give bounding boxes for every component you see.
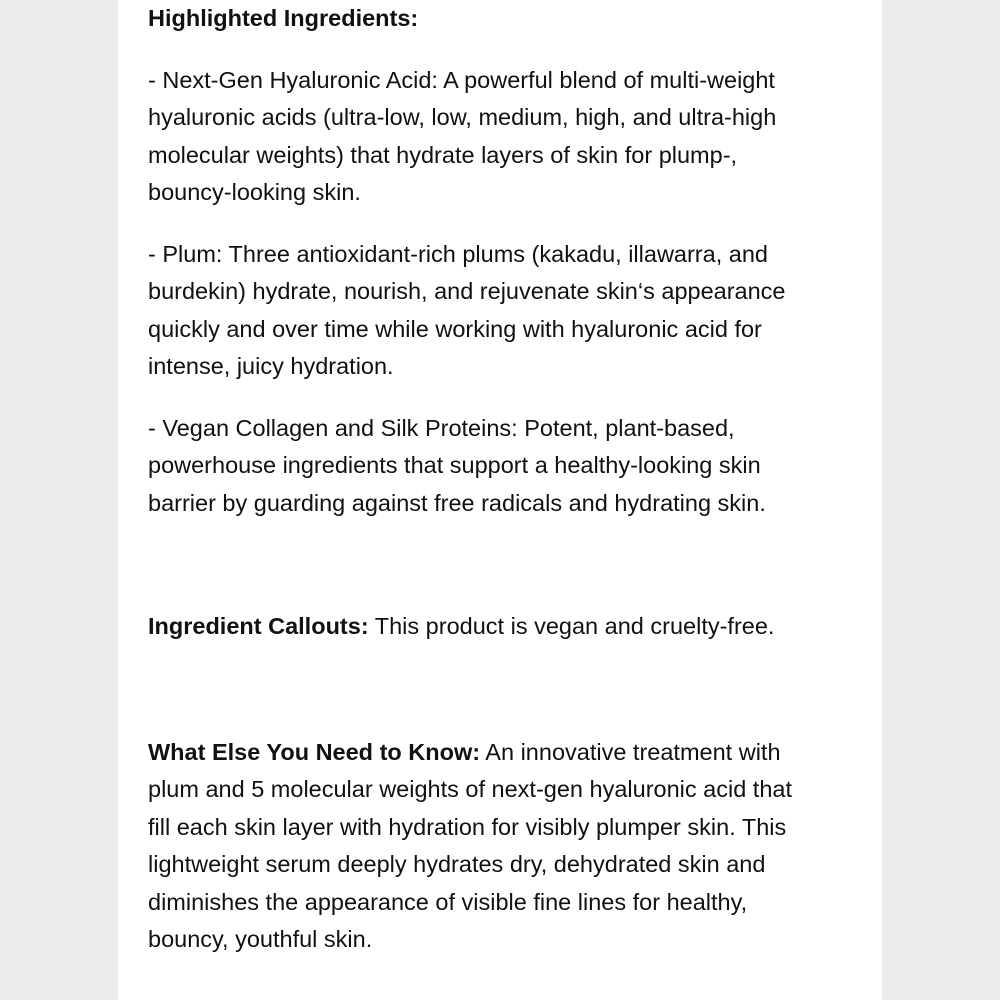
- ingredient-line: powerhouse ingredients that support a healthy-looking skin: [148, 452, 761, 478]
- what-else-line: An innovative treatment with: [480, 738, 781, 765]
- ingredient-line: barrier by guarding against free radicals and hydrating skin.: [148, 489, 766, 516]
- ingredient-line: molecular weights) that hydrate layers of skin for plump-,: [148, 141, 738, 168]
- what-else-line: diminishes the appearance of visible fine lines for healthy,: [148, 888, 748, 915]
- product-description-panel: [118, 0, 882, 1000]
- highlighted-ingredients-heading: Highlighted Ingredients:: [148, 5, 419, 31]
- ingredient-paragraph-vegan-collagen: [148, 410, 848, 523]
- ingredient-paragraph-hyaluronic-acid: [148, 62, 848, 212]
- ingredient-callouts-paragraph: [148, 608, 848, 646]
- what-else-paragraph: [148, 734, 848, 959]
- description-content: [148, 0, 848, 959]
- ingredient-paragraph-plum: [148, 236, 848, 386]
- ingredient-line: - Plum: Three antioxidant-rich plums (kakadu, illawarra, and: [148, 240, 768, 267]
- what-else-line: plum and 5 molecular weights of next-gen hyaluronic acid that: [148, 776, 793, 802]
- ingredient-line: - Next-Gen Hyaluronic Acid: A powerful blend of multi-weight: [148, 66, 775, 93]
- ingredient-line: intense, juicy hydration.: [148, 353, 394, 379]
- ingredient-line: hyaluronic acids (ultra-low, low, medium, high, and ultra-high: [148, 104, 777, 130]
- ingredient-callouts-label: Ingredient Callouts:: [148, 613, 369, 639]
- ingredient-line: burdekin) hydrate, nourish, and rejuvenate skin‘s appearance: [148, 278, 786, 304]
- ingredient-line: - Vegan Collagen and Silk Proteins: Potent, plant-based,: [148, 414, 735, 441]
- what-else-label: What Else You Need to Know:: [148, 738, 481, 765]
- ingredient-callouts-text: This product is vegan and cruelty-free.: [368, 613, 775, 639]
- what-else-line: lightweight serum deeply hydrates dry, dehydrated skin and: [148, 851, 766, 877]
- ingredient-line: bouncy-looking skin.: [148, 179, 361, 205]
- ingredient-line: quickly and over time while working with hyaluronic acid for: [148, 315, 762, 342]
- what-else-line: fill each skin layer with hydration for visibly plumper skin. This: [148, 813, 787, 840]
- what-else-line: bouncy, youthful skin.: [148, 926, 373, 952]
